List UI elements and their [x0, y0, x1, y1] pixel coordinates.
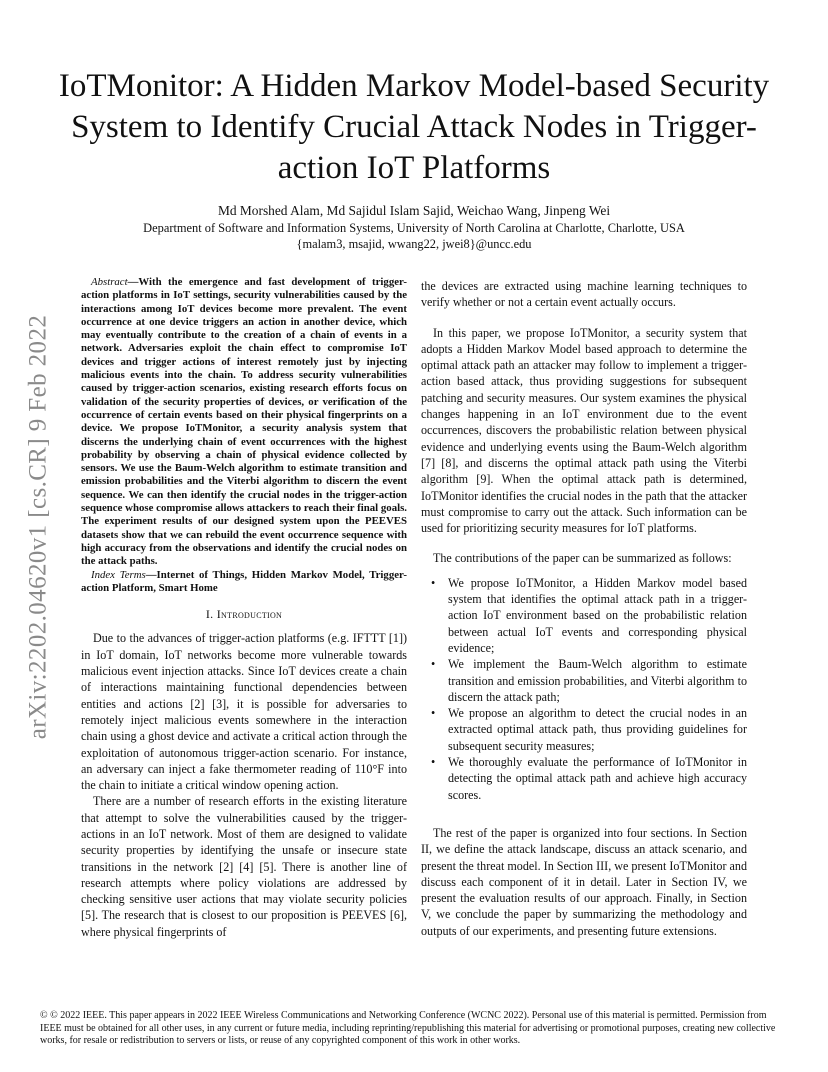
abstract-lead: Abstract — [91, 276, 128, 288]
index-terms-text: —Internet of Things, Hidden Markov Model, Trigger-action Platform, Smart Home — [81, 568, 408, 594]
intro-paragraph-2: There are a number of research efforts in the existing literature that attempt to solve the vulnerabilities caused by the trigger-actions in an IoT network. Most of them are designed to validate security properties by identifying the unsafe or insecure state transitions in the network [2] [4] [5]. There is another line of research attempts where policy violations are addressed by checking sensitive user actions that may violate security policies [5]. The research that is closest to our proposition is PEEVES [6], where physical fingerprints of — [81, 794, 407, 939]
list-item: • We thoroughly evaluate the performance of IoTMonitor in detecting the optimal attack path and achieve high accuracy scores. — [448, 754, 747, 803]
index-terms-lead: Index Terms — [91, 568, 146, 581]
abstract — [81, 276, 407, 569]
paper-title: IoTMonitor: A Hidden Markov Model-based Security System to Identify Crucial Attack Nodes in Trigger-action IoT Platforms — [58, 68, 770, 186]
copyright-notice: © © 2022 IEEE. This paper appears in 2022 IEEE Wireless Communications and Networking Conference (WCNC 2022). Personal use of this material is permitted. Permission from IEEE must be obtained for all other uses, in any current or future media, including reprinting/republishing this material for advertising or promotional purposes, creating new collective works, for resale or redistribution to servers or lists, or reuse of any copyrighted component of this work in other works. — [40, 1010, 776, 1047]
author-list: Md Morshed Alam, Md Sajidul Islam Sajid, Weichao Wang, Jinpeng Wei — [217, 203, 611, 218]
arxiv-identifier-stamp — [16, 292, 60, 762]
list-item: • We propose an algorithm to detect the crucial nodes in an extracted optimal attack path, thus providing guidelines for subsequent security measures; — [448, 705, 747, 754]
contributions-lead: The contributions of the paper can be summarized as follows: — [433, 551, 732, 566]
section-number: I. — [205, 607, 217, 622]
author-emails: {malam3, msajid, wwang22, jwei8}@uncc.edu — [296, 237, 532, 251]
abstract-text: —With the emergence and fast development of trigger-action platforms in IoT settings, security vulnerabilities caused by the interactions among IoT devices become more prevalent. The event occurrence at one device triggers an action in another device, which may eventually contribute to the creation of a chain of events in a network. Adversaries exploit the chain effect to compromise IoT devices and trigger actions of interest remotely just by injecting malicious events into the chain. To address security vulnerabilities caused by trigger-action scenarios, existing research efforts focus on validation of the security properties of devices, or verification of the occurrence of certain events based on their physical fingerprints on a device. We propose IoTMonitor, a security analysis system that discerns the underlying chain of event occurrences with the highest probability by observing a chain of physical evidence collected by sensors. We use the Baum-Welch algorithm to estimate transition and emission probabilities and the Viterbi algorithm to discern the event sequence. We can then identify the crucial nodes in the trigger-action sequence whose compromise allows attackers to reach their final goals. The experiment results of our designed system upon the PEEVES datasets show that we can rebuild the event occurrence sequence with high accuracy from the observations and identify the crucial nodes on the attack paths. — [81, 276, 407, 568]
left-column — [81, 276, 407, 940]
section-heading-introduction — [81, 606, 407, 622]
contributions-list — [421, 575, 747, 803]
affiliation-block — [40, 220, 788, 252]
intro-paragraph-1: Due to the advances of trigger-action platforms (e.g. IFTTT [1]) in IoT domain, IoT networks become more vulnerable towards malicious event injection attacks. Since IoT devices create a chain of interactions maintaining functional dependencies between entities and actions [2] [3], it is possible for adversaries to remotely inject malicious events somewhere in the interaction chain using a ghost device and activate a critical action through the exploitation of autonomous trigger-action scenario. For instance, an adversary can inject a fake thermometer reading of 110°F into the chain to initiate a critical window opening action. — [81, 631, 407, 793]
intro-paragraph-3: In this paper, we propose IoTMonitor, a security system that adopts a Hidden Markov Model based approach to determine the optimal attack path an attacker may follow to implement a trigger-action based attack, thus providing suggestions for subsequent patching and security measures. Our system examines the physical changes happening in an IoT environment due to the event occurrences, discovers the probabilistic relation between physical evidence and underlying events using the Baum-Welch algorithm [7] [8], and discerns the optimal attack path using the Viterbi algorithm [9]. When the optimal attack path is determined, IoTMonitor identifies the crucial nodes in the path that the attacker must compromise to carry out the attack. Such information can be used for prioritizing security measures for IoT platforms. — [421, 325, 747, 536]
arxiv-identifier-text: arXiv:2202.04620v1 [cs.CR] 9 Feb 2022 — [24, 314, 51, 740]
right-column — [421, 278, 747, 939]
index-terms — [81, 569, 407, 596]
section-title: Introduction — [216, 607, 283, 622]
affiliation-line: Department of Software and Information Systems, University of North Carolina at Charlotte, Charlotte, USA — [143, 221, 685, 235]
intro-continuation: the devices are extracted using machine learning techniques to verify whether or not a certain event actually occurs. — [421, 279, 747, 310]
outline-paragraph: The rest of the paper is organized into four sections. In Section II, we define the attack landscape, discuss an attack scenario, and present the threat model. In Section III, we present IoTMonitor and discuss each component of it in detail. Later in Section IV, we present the evaluation results of our approach. Finally, in Section V, we conclude the paper by summarizing the methodology and outputs of our experiments, and presenting future extensions. — [421, 825, 747, 938]
list-item: • We propose IoTMonitor, a Hidden Markov model based system that identifies the optimal attack path in a trigger-action IoT environment based on the probabilistic relation between actual IoT events and corresponding physical evidence; — [448, 575, 747, 656]
list-item: • We implement the Baum-Welch algorithm to estimate transition and emission probabilities, and Viterbi algorithm to discern the attack path; — [448, 656, 747, 705]
